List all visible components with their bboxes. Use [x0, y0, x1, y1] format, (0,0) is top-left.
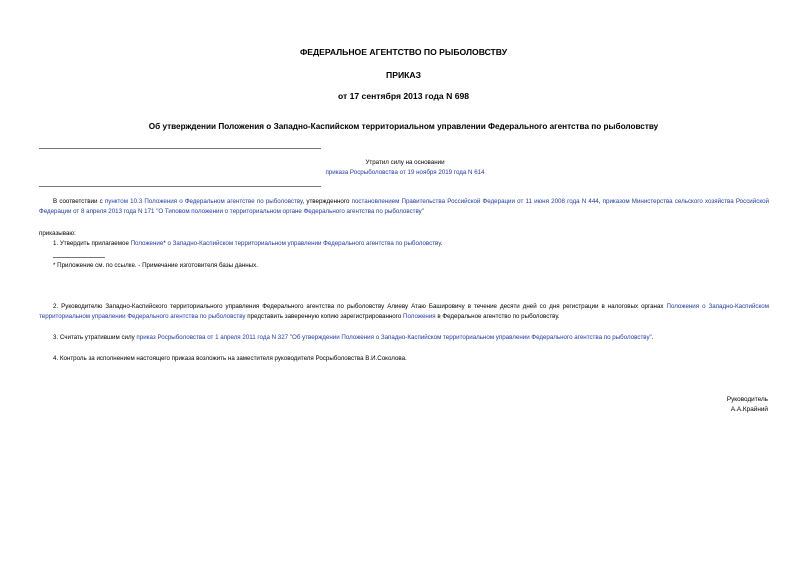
- item-1-text-3: .: [440, 240, 443, 247]
- item-1-text-2: *: [163, 240, 168, 247]
- preamble-text-3: ,: [598, 198, 603, 205]
- item-1: [53, 239, 442, 249]
- signature-name: А.А.Крайний: [730, 406, 768, 413]
- signature-block: [727, 395, 768, 415]
- item-3-text-1: 3. Считать утратившим силу: [53, 334, 137, 341]
- preamble-text-2: , утвержденного: [302, 198, 352, 205]
- agency-heading: ФЕДЕРАЛЬНОЕ АГЕНТСТВО ПО РЫБОЛОВСТВУ: [299, 47, 508, 57]
- status-note-link[interactable]: приказа Росрыболовства от 19 ноября 2019 года N 614: [325, 169, 485, 176]
- divider-top: [39, 148, 321, 149]
- item-1-text-1: 1. Утвердить прилагаемое: [53, 240, 131, 247]
- item-2-text-3: в Федеральное агентство по рыболовству.: [435, 313, 560, 320]
- link-order-327[interactable]: приказ Росрыболовства от 1 апреля 2011 года N 327 "Об утверждении Положения о Западно-Каспийском территориальном управлении Федерального агентства по рыболовству": [136, 334, 652, 341]
- link-regulation-10-3[interactable]: пунктом 10.3 Положения о Федеральном агентстве по рыболовству: [104, 198, 303, 205]
- preamble-text-1: В соответствии с: [53, 198, 105, 205]
- preamble-paragraph: [39, 197, 769, 217]
- item-2-text-1: 2. Руководителю Западно-Каспийского территориального управления Федерального агентства по рыболовству Алиеву Атаю Башировичу в течение десяти дней со дня регистрации в налоговых органах: [53, 303, 667, 310]
- divider-bottom: [39, 186, 321, 187]
- item-3-text-2: .: [651, 334, 654, 341]
- item-2-text-2: представить заверенную копию зарегистрированного: [245, 313, 404, 320]
- link-regulation-short[interactable]: Положения: [403, 313, 436, 320]
- item-4: 4. Контроль за исполнением настоящего приказа возложить на заместителя руководителя Росрыболовства В.И.Соколова.: [53, 355, 407, 362]
- link-regulation[interactable]: Положение: [130, 240, 164, 247]
- status-note: [200, 158, 610, 178]
- document-title: Об утверждении Положения о Западно-Каспийском территориальном управлении Федерального агентства по рыболовству: [148, 122, 659, 131]
- status-note-text: Утратил силу на основании: [365, 159, 445, 166]
- link-regulation-title[interactable]: о Западно-Каспийском территориальном управлении Федерального агентства по рыболовству: [167, 240, 441, 247]
- footnote: * Приложение см. по ссылке. - Примечание изготовителя базы данных.: [53, 262, 258, 269]
- date-line: от 17 сентября 2013 года N 698: [337, 91, 470, 101]
- link-ministry-order-171[interactable]: приказом Министерства сельского хозяйства Российской Федерации от 8 апреля 2013 года N 171 "О Типовом положении о территориальном органе Федерального агентства по рыболовству": [39, 198, 769, 215]
- link-regulation-west-caspian[interactable]: Положения о Западно-Каспийском территориальном управлении Федерального агентства по рыболовству: [39, 303, 769, 320]
- orders-word: приказываю:: [39, 230, 76, 237]
- item-3: [53, 333, 653, 343]
- item-2: [39, 302, 769, 322]
- signature-position: Руководитель: [726, 396, 768, 403]
- link-government-decree-444[interactable]: постановлением Правительства Российской Федерации от 11 июня 2008 года N 444: [351, 198, 599, 205]
- footnote-divider: [53, 257, 105, 258]
- doc-type-heading: ПРИКАЗ: [386, 70, 421, 80]
